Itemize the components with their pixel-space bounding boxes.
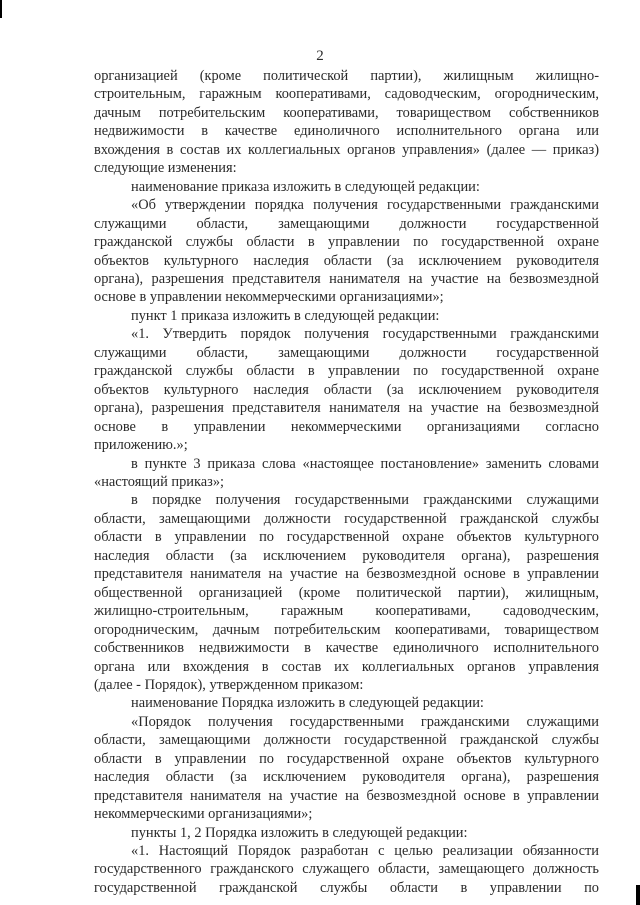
paragraph (94, 491, 599, 694)
text-line: некоммерческими организациями»; (94, 806, 313, 823)
text-line: наименование Порядка изложить в следующей редакции: (131, 695, 484, 712)
text-line: жилищно-строительным, гаражным кооперативами, садоводческим, (94, 603, 599, 620)
scan-edge-mark (0, 0, 2, 18)
text-line: гражданской службы области в управлении по государственной охране (94, 363, 599, 380)
text-line: органа), разрешения представителя нанимателя на участие на безвозмездной (94, 400, 599, 417)
text-line: представителя нанимателя на участие на безвозмездной основе в управлении (94, 566, 599, 583)
text-line: наименование приказа изложить в следующей редакции: (131, 178, 480, 195)
paragraph (94, 67, 599, 178)
text-line: основе в управлении некоммерческими организациями согласно (94, 418, 599, 435)
text-line: общественной организацией (кроме политической партии), жилищным, (94, 584, 599, 601)
text-line: «Об утверждении порядка получения государственными гражданскими (131, 197, 599, 214)
text-line: «1. Утвердить порядок получения государственными гражданскими (131, 326, 599, 343)
text-line: приложению.»; (94, 437, 188, 454)
page-number: 2 (316, 48, 324, 64)
text-line: «1. Настоящий Порядок разработан с целью реализации обязанности (131, 843, 599, 860)
text-line: представителя нанимателя на участие на безвозмездной основе в управлении (94, 787, 599, 804)
text-line: вхождения в состав их коллегиальных органов управления» (далее — приказ) (94, 141, 599, 158)
paragraph (94, 325, 599, 454)
text-line: «настоящий приказ»; (94, 473, 225, 490)
text-line: в порядке получения государственными гражданскими служащими (131, 492, 599, 509)
text-line: недвижимости в качестве единоличного исполнительного органа или (94, 123, 599, 140)
text-line: наследия области (за исключением руководителя органа), разрешения (94, 769, 599, 786)
text-line: (далее - Порядок), утвержденном приказом: (94, 676, 364, 693)
paragraph (94, 842, 599, 897)
text-line: наследия области (за исключением руководителя органа), разрешения (94, 547, 599, 564)
text-line: в пункте 3 приказа слова «настоящее постановление» заменить словами (131, 455, 599, 472)
text-line: объектов культурного наследия области (за исключением руководителя (94, 252, 599, 269)
text-line: государственного гражданского служащего области, замещающего должность (94, 861, 599, 878)
paragraph (94, 196, 599, 307)
paragraph (94, 824, 599, 842)
paragraph (94, 178, 599, 196)
text-line: основе в управлении некоммерческими организациями»; (94, 289, 444, 306)
scan-edge-mark (636, 885, 640, 905)
text-line: области в управлении по государственной охране объектов культурного (94, 750, 599, 767)
paragraph (94, 455, 599, 492)
text-line: области в управлении по государственной охране объектов культурного (94, 529, 599, 546)
text-line: организацией (кроме политической партии), жилищным жилищно- (94, 68, 599, 84)
text-line: собственников недвижимости в качестве единоличного исполнительного (94, 640, 599, 657)
text-line: органа), разрешения представителя нанимателя на участие на безвозмездной (94, 270, 599, 287)
text-line: гражданской службы области в управлении по государственной охране (94, 234, 599, 251)
paragraph (94, 713, 599, 824)
text-line: «Порядок получения государственными гражданскими служащими (131, 713, 599, 730)
text-line: огородническим, дачным потребительским кооперативами, товариществом (94, 621, 599, 638)
text-line: объектов культурного наследия области (за исключением руководителя (94, 381, 599, 398)
text-line: области, замещающими должности государственной гражданской службы (94, 732, 599, 749)
paragraph (94, 694, 599, 712)
text-line: служащими области, замещающими должности государственной (94, 215, 599, 232)
text-line: государственной гражданской службы области в управлении по (94, 879, 599, 896)
text-line: дачным потребительским кооперативами, товариществом собственников (94, 104, 599, 121)
text-line: следующие изменения: (94, 160, 237, 177)
text-line: строительным, гаражным кооперативами, садоводческим, огородническим, (94, 86, 599, 103)
document-body (94, 67, 599, 897)
text-line: служащими области, замещающими должности государственной (94, 344, 599, 361)
text-line: пункты 1, 2 Порядка изложить в следующей редакции: (131, 824, 468, 841)
text-line: органа или вхождения в состав их коллегиальных органов управления (94, 658, 599, 675)
text-line: области, замещающими должности государственной гражданской службы (94, 510, 599, 527)
paragraph (94, 307, 599, 325)
text-line: пункт 1 приказа изложить в следующей редакции: (131, 307, 440, 324)
